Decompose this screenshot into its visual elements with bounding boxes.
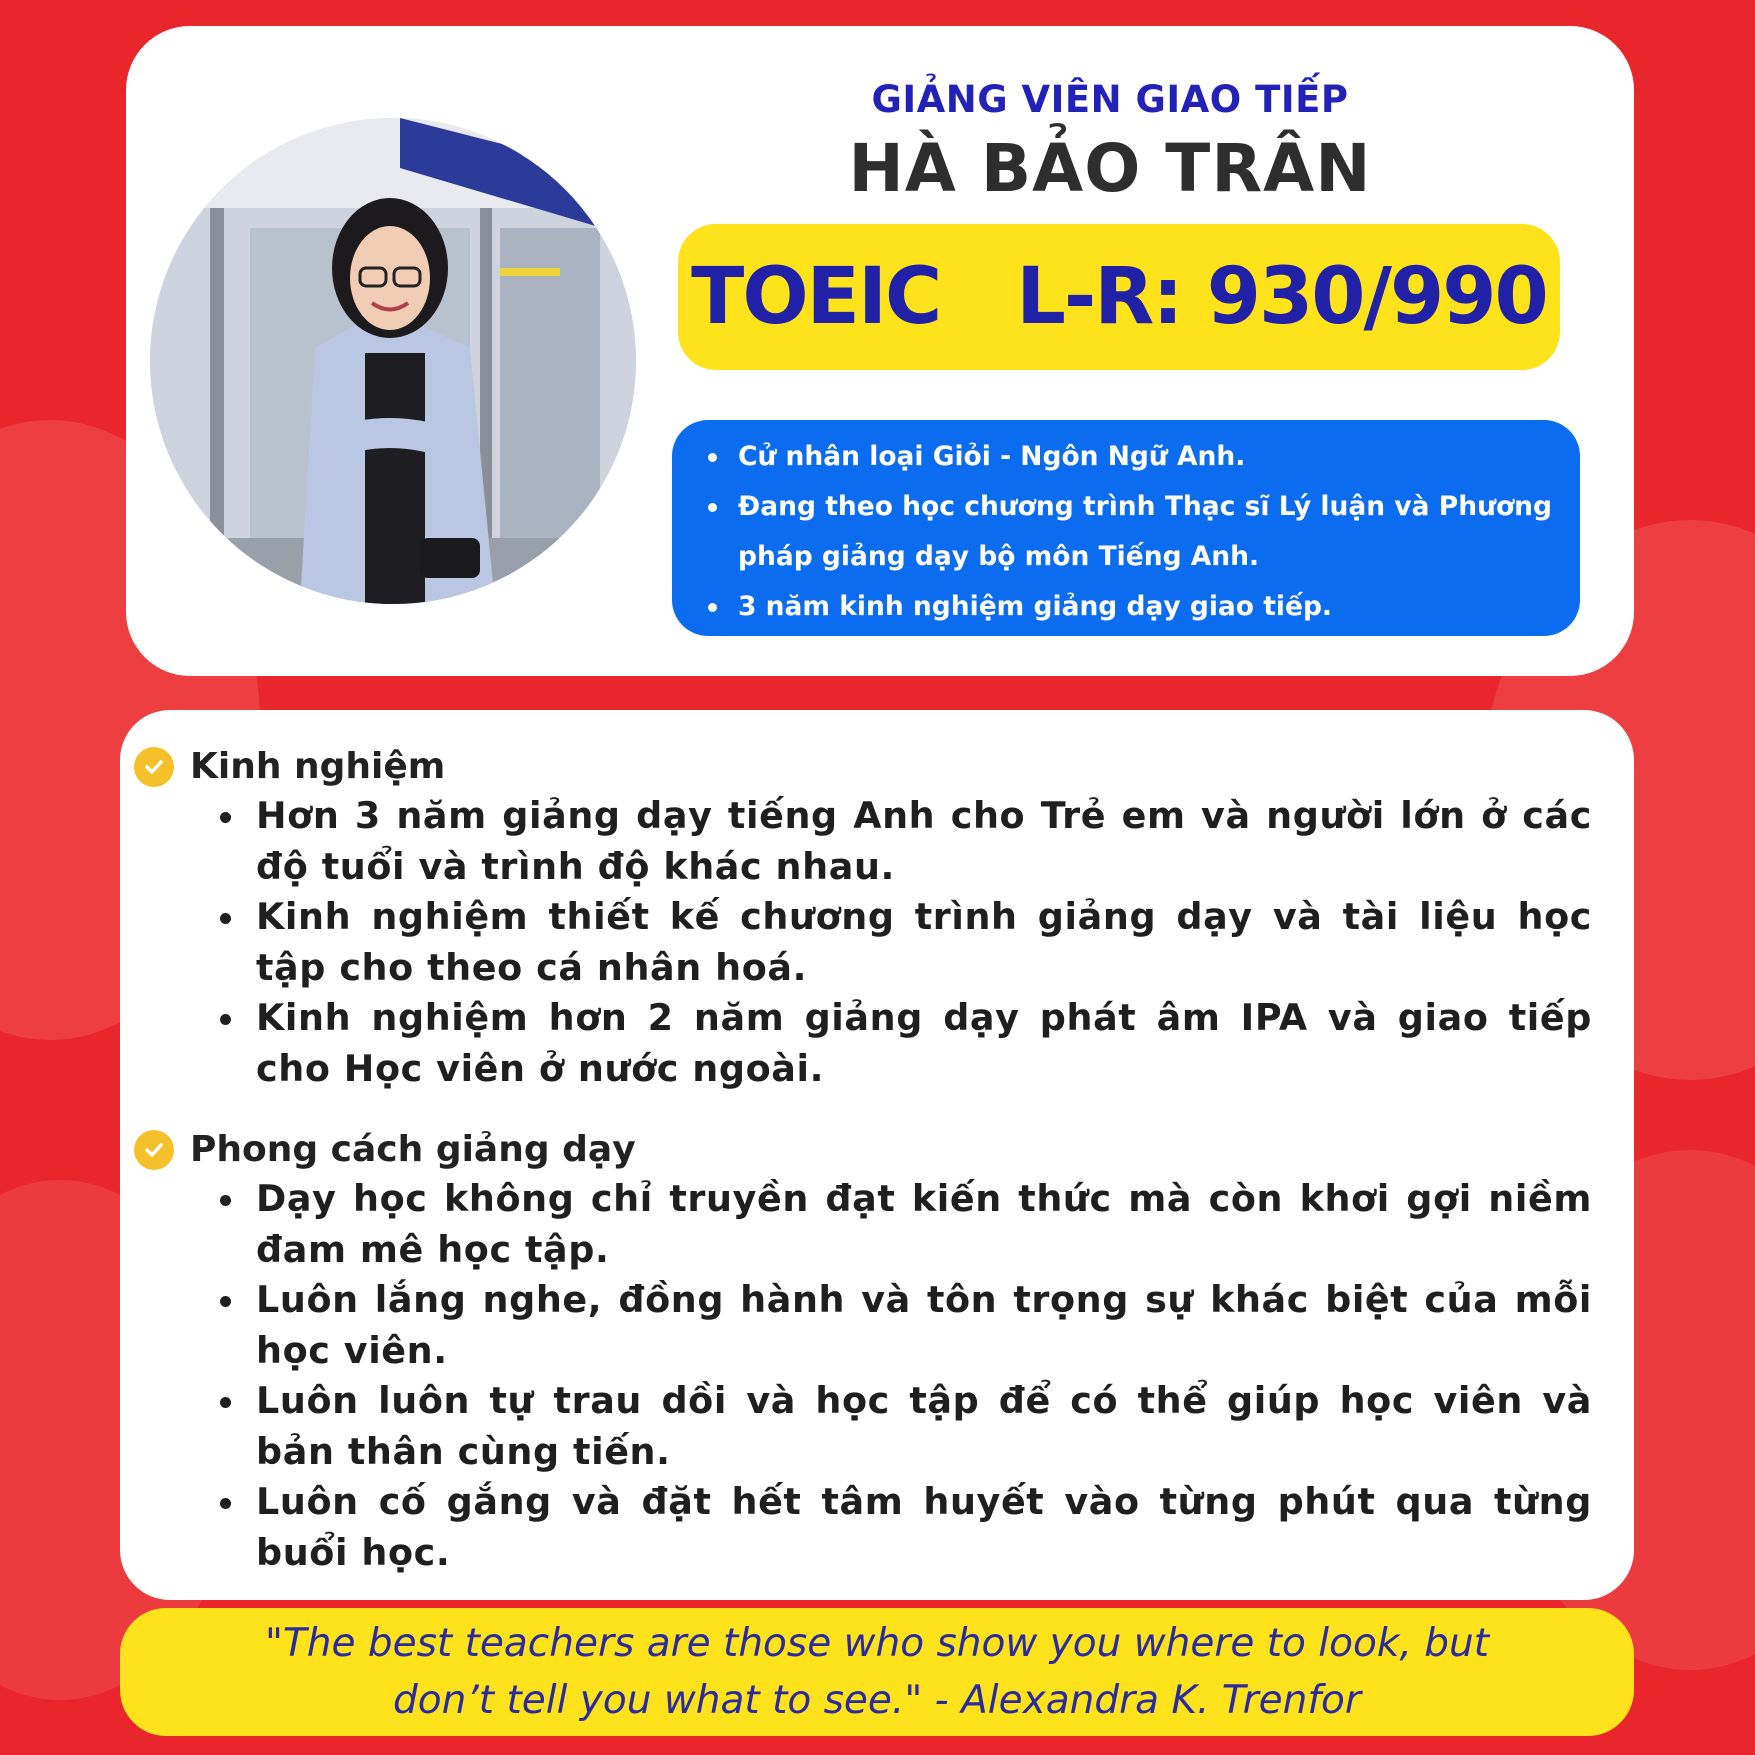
experience-list (220, 791, 1592, 1094)
credentials-box (672, 420, 1580, 636)
quote-text: "The best teachers are those who show you where to look, but don’t tell you what to see." - Alexandra K. Trenfor (264, 1621, 1490, 1723)
page-subtitle: GIẢNG VIÊN GIAO TIẾP (871, 78, 1349, 121)
list-item: Kinh nghiệm thiết kế chương trình giảng dạy và tài liệu học tập cho theo cá nhân hoá. (220, 892, 1592, 993)
teacher-name: HÀ BẢO TRÂN (848, 130, 1372, 207)
list-item: Luôn lắng nghe, đồng hành và tôn trọng sự khác biệt của mỗi học viên. (220, 1275, 1592, 1376)
credential-item: 3 năm kinh nghiệm giảng dạy giao tiếp. (702, 582, 1552, 632)
check-icon (134, 747, 174, 787)
credential-item: Đang theo học chương trình Thạc sĩ Lý luận và Phương pháp giảng dạy bộ môn Tiếng Anh. (702, 482, 1552, 582)
score-value: L-R: 930/990 (1016, 252, 1547, 342)
quote-banner (120, 1608, 1634, 1736)
list-item: Luôn cố gắng và đặt hết tâm huyết vào từng phút qua từng buổi học. (220, 1477, 1592, 1578)
experience-heading (134, 746, 445, 787)
exam-label: TOEIC (691, 252, 941, 342)
teaching-style-list (220, 1174, 1592, 1578)
experience-title: Kinh nghiệm (190, 746, 446, 787)
check-icon (134, 1130, 174, 1170)
list-item: Dạy học không chỉ truyền đạt kiến thức mà còn khơi gợi niềm đam mê học tập. (220, 1174, 1592, 1275)
list-item: Kinh nghiệm hơn 2 năm giảng dạy phát âm IPA và giao tiếp cho Học viên ở nước ngoài. (220, 993, 1592, 1094)
credential-item: Cử nhân loại Giỏi - Ngôn Ngữ Anh. (702, 432, 1552, 482)
list-item: Luôn luôn tự trau dồi và học tập để có thể giúp học viên và bản thân cùng tiến. (220, 1376, 1592, 1477)
teaching-style-title: Phong cách giảng dạy (190, 1129, 636, 1170)
list-item: Hơn 3 năm giảng dạy tiếng Anh cho Trẻ em và người lớn ở các độ tuổi và trình độ khác nhau. (220, 791, 1592, 892)
teaching-style-heading (134, 1129, 636, 1170)
toeic-score-banner (678, 224, 1560, 370)
teacher-photo (150, 118, 636, 604)
